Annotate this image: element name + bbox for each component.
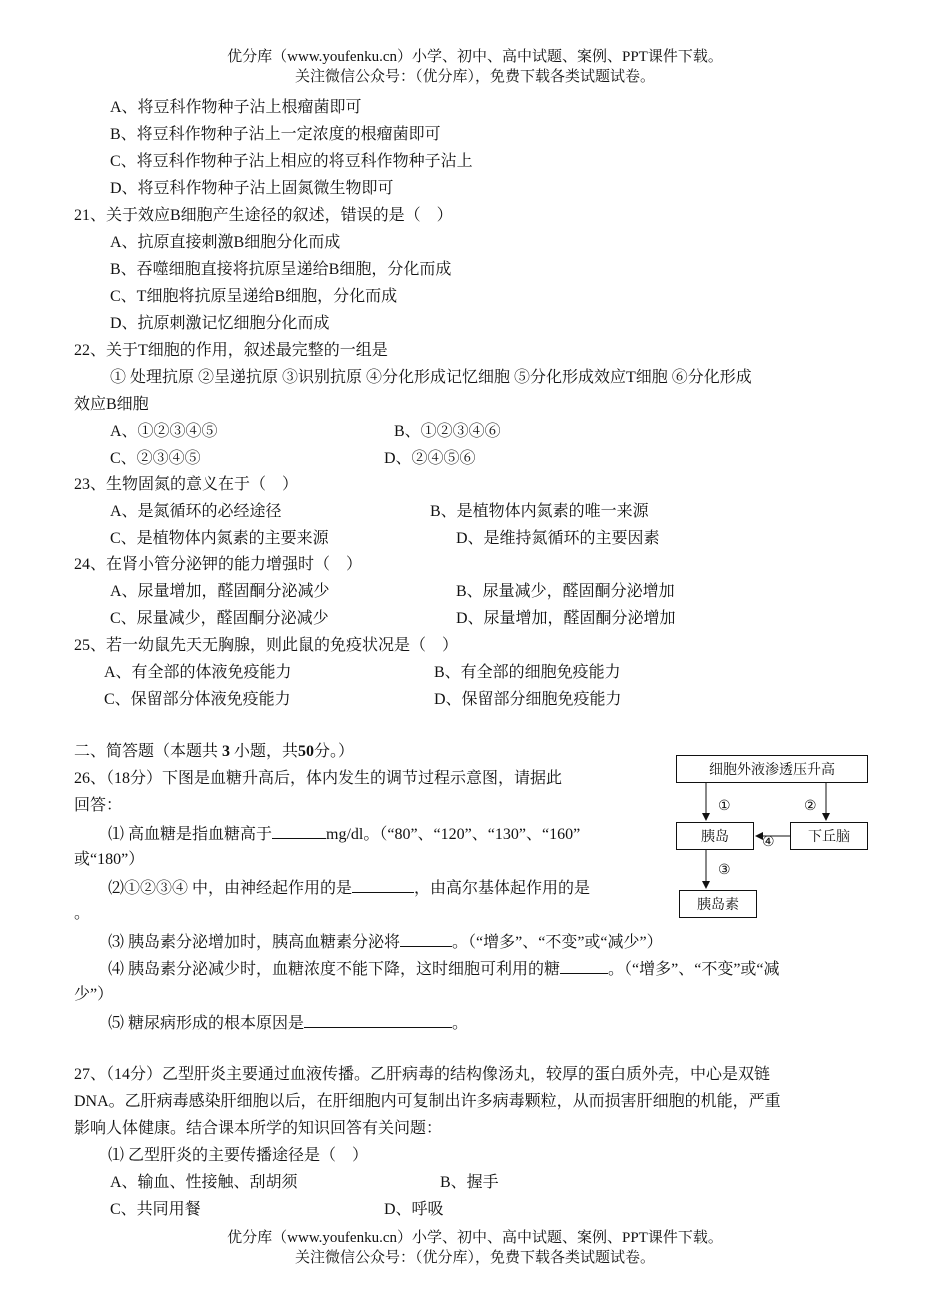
- q26-part5-text: ⑸ 糖尿病形成的根本原因是: [108, 1015, 305, 1032]
- section-title-mid: 小题，共: [234, 743, 299, 760]
- box-hypothalamus: 下丘脑: [790, 822, 868, 850]
- q22-option-d: D、②④⑤⑥: [384, 450, 476, 467]
- q23-option-c: C、是植物体内氮素的主要来源: [110, 530, 329, 547]
- diagram-label-1: ①: [718, 799, 731, 814]
- q22-option-a: A、①②③④⑤: [110, 423, 218, 440]
- q26-part5-period: 。: [452, 1015, 469, 1032]
- q23-stem: 23、生物固氮的意义在于（ ）: [74, 476, 299, 493]
- q25-option-a: A、有全部的体液免疫能力: [104, 664, 292, 681]
- diagram-label-2: ②: [804, 799, 817, 814]
- q22-option-b: B、①②③④⑥: [394, 423, 501, 440]
- section-question-count: 3: [222, 743, 231, 760]
- box-pancreatic-islet: 胰岛: [676, 822, 754, 850]
- q26-part2-text: ⑵①②③④ 中，由神经起作用的是: [108, 880, 353, 897]
- q20-option-d: D、将豆科作物种子沾上固氮微生物即可: [110, 180, 394, 197]
- q25-option-c: C、保留部分体液免疫能力: [104, 691, 291, 708]
- q26-stem-line2: 回答：: [74, 797, 123, 814]
- q27-sub1-stem: ⑴ 乙型肝炎的主要传播途径是（ ）: [108, 1147, 369, 1164]
- q26-part3-choices: 。（“增多”、“不变”或“减少”）: [452, 934, 663, 951]
- q26-part4-line2: 少”）: [74, 986, 114, 1003]
- q27-option-a: A、输血、性接触、刮胡须: [110, 1174, 298, 1191]
- q24-option-a: A、尿量增加，醛固酮分泌减少: [110, 583, 330, 600]
- q27-line3: 影响人体健康。结合课本所学的知识回答有关问题：: [74, 1120, 443, 1137]
- footer-line-1: 优分库（www.youfenku.cn）小学、初中、高中试题、案例、PPT课件下载。: [227, 1230, 723, 1246]
- diagram-label-3: ③: [718, 863, 731, 878]
- q24-option-c: C、尿量减少，醛固酮分泌减少: [110, 610, 329, 627]
- q27-line1: 27、（14分）乙型肝炎主要通过血液传播。乙肝病毒的结构像汤丸，较厚的蛋白质外壳，中心是双链: [74, 1066, 771, 1083]
- q20-option-a: A、将豆科作物种子沾上根瘤菌即可: [110, 99, 362, 116]
- box-osmotic-pressure: 细胞外液渗透压升高: [676, 755, 868, 783]
- q21-option-b: B、吞噬细胞直接将抗原呈递给B细胞，分化而成: [110, 261, 452, 278]
- q22-items-line1: ① 处理抗原 ②呈递抗原 ③识别抗原 ④分化形成记忆细胞 ⑤分化形成效应T细胞 ⑥分化形成: [110, 369, 752, 386]
- q26-part4-choices: 。（“增多”、“不变”或“减: [608, 961, 780, 978]
- q25-option-d: D、保留部分细胞免疫能力: [434, 691, 622, 708]
- diagram-label-4: ④: [762, 835, 775, 850]
- section-title-pre: 二、简答题（本题共: [74, 743, 219, 760]
- q23-option-b: B、是植物体内氮素的唯一来源: [430, 503, 649, 520]
- q27-option-d: D、呼吸: [384, 1201, 444, 1218]
- q26-part1-line2: 或“180”）: [74, 851, 145, 868]
- q26-part2-line2: 。: [74, 905, 91, 922]
- header-line-2: 关注微信公众号：（优分库），免费下载各类试题试卷。: [294, 69, 655, 85]
- q26-part1-choices: mg/dl。（“80”、“120”、“130”、“160”: [326, 826, 581, 843]
- q21-option-d: D、抗原刺激记忆细胞分化而成: [110, 315, 330, 332]
- q27-option-c: C、共同用餐: [110, 1201, 201, 1218]
- q23-option-a: A、是氮循环的必经途径: [110, 503, 282, 520]
- q21-option-a: A、抗原直接刺激B细胞分化而成: [110, 234, 341, 251]
- q26-part4-text: ⑷ 胰岛素分泌减少时，血糖浓度不能下降，这时细胞可利用的糖: [108, 961, 561, 978]
- footer-line-2: 关注微信公众号：（优分库），免费下载各类试题试卷。: [294, 1250, 655, 1266]
- q25-stem: 25、若一幼鼠先天无胸腺，则此鼠的免疫状况是（ ）: [74, 637, 459, 654]
- q24-option-d: D、尿量增加，醛固酮分泌增加: [456, 610, 676, 627]
- q27-option-b: B、握手: [440, 1174, 499, 1191]
- q20-option-b: B、将豆科作物种子沾上一定浓度的根瘤菌即可: [110, 126, 441, 143]
- section-title-post: 分。）: [314, 743, 355, 760]
- box-insulin: 胰岛素: [679, 890, 757, 918]
- header-line-1: 优分库（www.youfenku.cn）小学、初中、高中试题、案例、PPT课件下载。: [227, 49, 723, 65]
- q24-stem: 24、在肾小管分泌钾的能力增强时（ ）: [74, 556, 363, 573]
- q26-part2-text-golgi: ，由高尔基体起作用的是: [414, 880, 591, 897]
- q23-option-d: D、是维持氮循环的主要因素: [456, 530, 660, 547]
- q26-part3-text: ⑶ 胰岛素分泌增加时，胰高血糖素分泌将: [108, 934, 401, 951]
- q22-items-line2: 效应B细胞: [74, 396, 149, 413]
- q22-option-c: C、②③④⑤: [110, 450, 201, 467]
- q20-option-c: C、将豆科作物种子沾上相应的将豆科作物种子沾上: [110, 153, 473, 170]
- q24-option-b: B、尿量减少，醛固酮分泌增加: [456, 583, 675, 600]
- q21-option-c: C、T细胞将抗原呈递给B细胞，分化而成: [110, 288, 398, 305]
- q21-stem: 21、关于效应B细胞产生途径的叙述，错误的是（ ）: [74, 207, 453, 224]
- q27-line2: DNA。乙肝病毒感染肝细胞以后，在肝细胞内可复制出许多病毒颗粒，从而损害肝细胞的机能，严重: [74, 1093, 781, 1110]
- q26-part1-text: ⑴ 高血糖是指血糖高于: [108, 826, 273, 843]
- q26-stem-line1: 26、（18分）下图是血糖升高后，体内发生的调节过程示意图，请据此: [74, 770, 563, 787]
- section-total-points: 50: [298, 743, 315, 760]
- q22-stem: 22、关于T细胞的作用，叙述最完整的一组是: [74, 342, 388, 359]
- q25-option-b: B、有全部的细胞免疫能力: [434, 664, 621, 681]
